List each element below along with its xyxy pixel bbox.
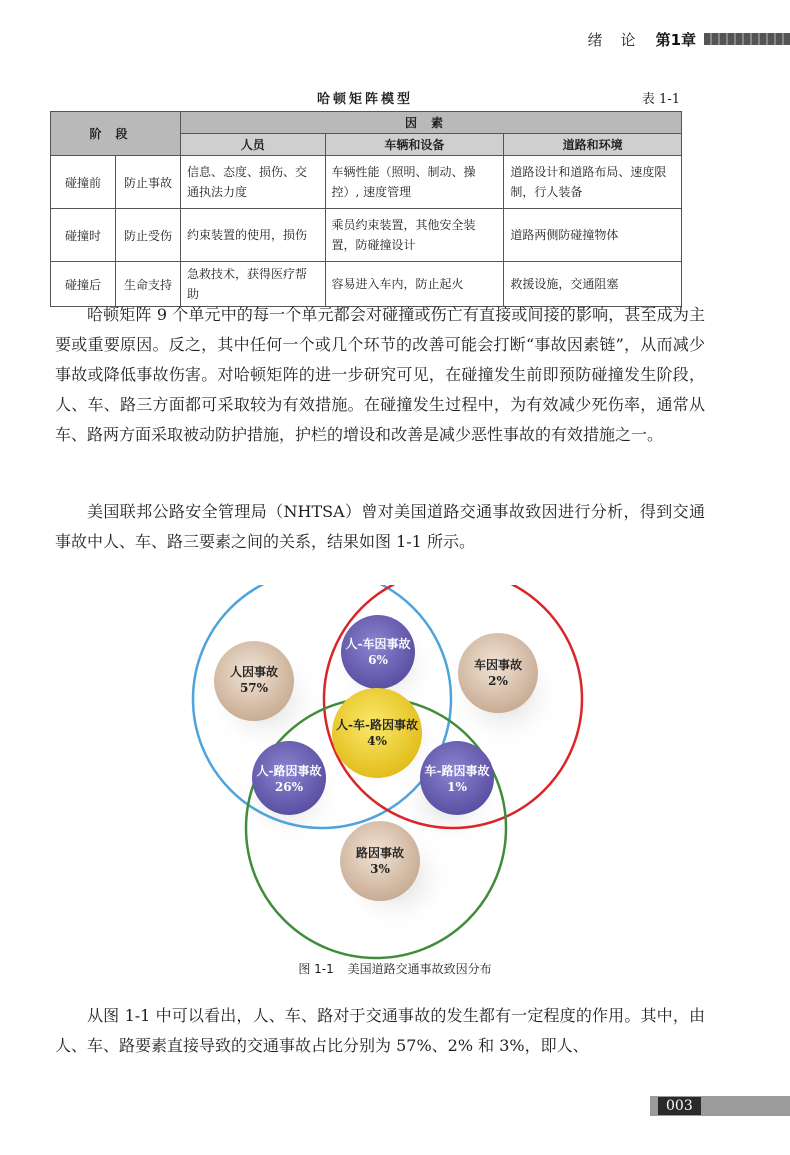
cell-road: 道路设计和道路布局、速度限制，行人装备 [504, 156, 682, 209]
region-person-road [252, 741, 326, 815]
row-stage: 碰撞后 [51, 262, 116, 307]
venn-diagram [180, 585, 640, 965]
column-header-road: 道路和环境 [504, 134, 682, 156]
cell-person: 信息、态度、损伤、交通执法力度 [181, 156, 326, 209]
row-stage: 碰撞前 [51, 156, 116, 209]
region-bubble [340, 821, 420, 901]
region-value: 6% [368, 653, 388, 667]
region-bubble [332, 688, 422, 778]
cell-road: 道路两侧防碰撞物体 [504, 209, 682, 262]
row-phase: 防止事故 [116, 156, 181, 209]
row-stage: 碰撞时 [51, 209, 116, 262]
header-decor-bar [704, 33, 790, 45]
region-value: 57% [239, 681, 269, 695]
region-vehicle-road [420, 741, 494, 815]
region-value: 4% [367, 734, 387, 748]
stage-header: 阶段 [51, 112, 181, 156]
page-number: 003 [658, 1097, 701, 1115]
body-paragraph: 从图 1-1 中可以看出，人、车、路对于交通事故的发生都有一定程度的作用。其中，由人、车、路要素直接导致的交通事故占比分别为 57%、2% 和 3%，即人、 [55, 1006, 705, 1055]
region-person-vehicle [341, 615, 415, 689]
figure-caption [0, 960, 790, 977]
region-label: 人因事故 [229, 665, 279, 679]
cell-vehicle: 容易进入车内，防止起火 [325, 262, 504, 307]
cell-vehicle: 车辆性能（照明、制动、操控）, 速度管理 [325, 156, 504, 209]
cell-vehicle: 乘员约束装置，其他安全装置，防碰撞设计 [325, 209, 504, 262]
header-section: 绪论 [587, 30, 654, 49]
region-vehicle-only [458, 633, 538, 713]
region-person-vehicle-road [332, 688, 422, 778]
figure-label: 图 1-1 [298, 962, 334, 976]
region-label: 人-车-路因事故 [336, 718, 418, 732]
table-caption [50, 88, 680, 108]
region-value: 26% [274, 780, 304, 794]
region-value: 2% [488, 674, 508, 688]
region-label: 车因事故 [473, 658, 523, 672]
region-bubble [252, 741, 326, 815]
region-value: 1% [447, 780, 467, 794]
table-title: 哈顿矩阵模型 [316, 92, 413, 107]
table-header-row [51, 112, 682, 134]
region-bubble [341, 615, 415, 689]
row-phase: 防止受伤 [116, 209, 181, 262]
table-number: 表 1-1 [641, 92, 680, 107]
region-road-only [340, 821, 420, 901]
region-label: 车-路因事故 [424, 764, 490, 778]
region-bubble [420, 741, 494, 815]
table-row [51, 156, 682, 209]
cell-road: 救援设施，交通阻塞 [504, 262, 682, 307]
column-header-person: 人员 [181, 134, 326, 156]
row-phase: 生命支持 [116, 262, 181, 307]
haddon-matrix-table [50, 111, 682, 307]
cell-person: 急救技术，获得医疗帮助 [181, 262, 326, 307]
column-header-vehicle: 车辆和设备 [325, 134, 504, 156]
factor-header: 因素 [181, 112, 682, 134]
running-header [530, 26, 790, 52]
region-label: 人-车因事故 [345, 637, 411, 651]
region-person-only [214, 641, 294, 721]
region-label: 人-路因事故 [256, 764, 322, 778]
body-paragraph: 哈顿矩阵 9 个单元中的每一个单元都会对碰撞或伤亡有直接或间接的影响，甚至成为主要或重要原因。反之，其中任何一个或几个环节的改善可能会打断“事故因素链”，从而减少事故或降低事故伤害。对哈顿矩阵的进一步研究可见，在碰撞发生前即预防碰撞发生阶段，人、车、路三方面都可采取较为有效措施。在碰撞发生过程中，为有效减少死伤率，通常从车、路两方面采取被动防护措施，护栏的增设和改善是减少恶性事故的有效措施之一。 [55, 305, 705, 444]
region-value: 3% [370, 862, 390, 876]
figure-caption-text: 美国道路交通事故致因分布 [347, 962, 492, 976]
region-label: 路因事故 [355, 846, 405, 860]
page-footer [650, 1096, 790, 1116]
header-chapter: 第1章 [655, 30, 696, 49]
region-bubble [458, 633, 538, 713]
cell-person: 约束装置的使用，损伤 [181, 209, 326, 262]
table-row [51, 209, 682, 262]
body-paragraph: 美国联邦公路安全管理局（NHTSA）曾对美国道路交通事故致因进行分析，得到交通事故中人、车、路三要素之间的关系，结果如图 1-1 所示。 [55, 502, 705, 551]
